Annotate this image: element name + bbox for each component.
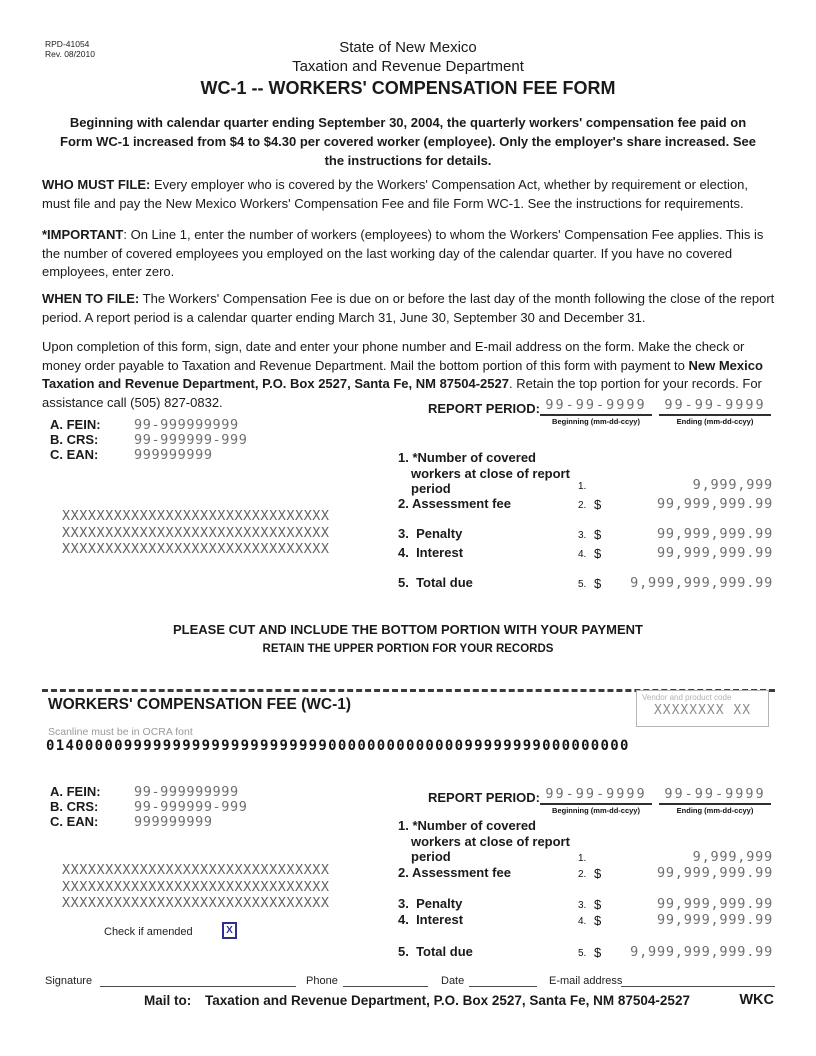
line2-label: 2. Assessment fee — [398, 496, 511, 511]
line1-label: 1. *Number of covered workers at close of report period — [398, 818, 574, 864]
signature-line[interactable] — [100, 974, 296, 987]
line4-value-field[interactable]: 99,999,999.99 — [656, 545, 773, 561]
fein-field[interactable]: 99-999999999 — [134, 784, 239, 800]
line2-value-field[interactable]: 99,999,999.99 — [656, 496, 773, 512]
report-period-ending-block — [659, 786, 771, 815]
line2-number: 2. — [578, 500, 587, 511]
taxpayer-address-block — [62, 862, 329, 912]
beginning-format-label: Beginning (mm-dd-ccyy) — [552, 806, 640, 815]
department-name: Taxation and Revenue Department — [292, 58, 524, 75]
line4-label: 4. Interest — [398, 545, 464, 560]
line4-dollar-sign: $ — [594, 913, 602, 928]
line5-number: 5. — [578, 948, 587, 959]
line1-number: 1. — [578, 481, 587, 492]
ean-row — [50, 446, 247, 461]
ean-label: C. EAN: — [50, 814, 99, 829]
vendor-code-label: Vendor and product code — [642, 693, 732, 702]
line4-label: 4. Interest — [398, 912, 464, 927]
ocr-scanline: 014000009999999999999999999990000000000000099999999000000000 — [46, 738, 630, 754]
when-to-file-text: The Workers' Compensation Fee is due on or before the last day of the month following the close of the report period. A report period is a calendar quarter ending March 31, June 30, September 30 and December 31. — [42, 291, 775, 325]
line3-value-field[interactable]: 99,999,999.99 — [656, 526, 773, 542]
ean-field[interactable]: 999999999 — [134, 447, 213, 463]
line5-label: 5. Total due — [398, 575, 473, 590]
important-text: : On Line 1, enter the number of workers (employees) to whom the Workers' Compensation Fee applies. This is the number of covered employees you employed on the last working day of the calendar quarter. If you have no covered employees, enter zero. — [42, 227, 764, 279]
fein-label: A. FEIN: — [50, 784, 101, 799]
address-line: XXXXXXXXXXXXXXXXXXXXXXXXXXXXXXX — [62, 895, 330, 911]
crs-label: B. CRS: — [50, 799, 99, 814]
beginning-format-label: Beginning (mm-dd-ccyy) — [552, 417, 640, 426]
scanline-note: Scanline must be in OCRA font — [48, 726, 193, 738]
report-period-beginning-input[interactable]: 99-99-9999 — [540, 786, 652, 805]
when-to-file-paragraph — [42, 290, 776, 327]
taxpayer-id-block — [50, 783, 247, 828]
crs-field[interactable]: 99-999999-999 — [134, 432, 248, 448]
crs-label: B. CRS: — [50, 432, 99, 447]
taxpayer-id-block — [50, 416, 247, 461]
cut-notice-line1: PLEASE CUT AND INCLUDE THE BOTTOM PORTION WITH YOUR PAYMENT — [173, 622, 643, 637]
mail-to-label: Mail to: — [144, 993, 192, 1008]
signature-label: Signature — [45, 975, 93, 987]
mail-to-address: Taxation and Revenue Department, P.O. Box 2527, Santa Fe, NM 87504-2527 — [205, 993, 690, 1008]
agency-name: State of New Mexico — [339, 39, 477, 56]
line3-label: 3. Penalty — [398, 526, 463, 541]
form-revision: Rev. 08/2010 — [45, 49, 95, 59]
mailing-address-bold: New Mexico Taxation and Revenue Department, P.O. Box 2527, Santa Fe, NM 87504-2527 — [42, 357, 763, 391]
line5-value-field[interactable]: 9,999,999,999.99 — [630, 944, 773, 960]
vendor-product-code-box — [636, 690, 769, 727]
cut-notice-line2: RETAIN THE UPPER PORTION FOR YOUR RECORDS — [262, 643, 554, 655]
line5-dollar-sign: $ — [594, 945, 602, 960]
important-paragraph — [42, 226, 776, 282]
who-must-file-text: Every employer who is covered by the Workers' Compensation Act, whether by requirement or election, must file and pay the New Mexico Workers' Compensation Fee and file Form WC-1. See the instructions for requirements. — [42, 177, 748, 211]
line4-value-field[interactable]: 99,999,999.99 — [656, 912, 773, 928]
address-line: XXXXXXXXXXXXXXXXXXXXXXXXXXXXXXX — [62, 878, 330, 895]
ending-format-label: Ending (mm-dd-ccyy) — [676, 806, 754, 815]
report-period-beginning-block — [540, 786, 652, 815]
ean-label: C. EAN: — [50, 447, 99, 462]
ean-row — [50, 813, 247, 828]
crs-row — [50, 798, 247, 813]
report-period-ending-block — [659, 397, 771, 426]
line3-number: 3. — [578, 900, 587, 911]
fein-row — [50, 416, 247, 431]
ending-format-label: Ending (mm-dd-ccyy) — [676, 417, 754, 426]
vendor-code-value: XXXXXXXX XX — [653, 703, 752, 718]
address-line: XXXXXXXXXXXXXXXXXXXXXXXXXXXXXXX — [62, 862, 330, 878]
who-must-file-paragraph — [42, 176, 776, 213]
fein-field[interactable]: 99-999999999 — [134, 417, 239, 433]
line1-label: 1. *Number of covered workers at close of report period — [398, 450, 574, 496]
important-label: *IMPORTANT — [42, 227, 124, 242]
report-period-label: REPORT PERIOD: — [428, 790, 540, 805]
line2-label: 2. Assessment fee — [398, 865, 511, 880]
amended-label: Check if amended — [104, 926, 193, 938]
date-label: Date — [441, 975, 465, 987]
ean-field[interactable]: 999999999 — [134, 814, 213, 830]
phone-label: Phone — [306, 975, 338, 987]
line1-value-field[interactable]: 9,999,999 — [692, 477, 773, 493]
address-line: XXXXXXXXXXXXXXXXXXXXXXXXXXXXXXX — [62, 508, 330, 524]
fein-row — [50, 783, 247, 798]
line5-value-field[interactable]: 9,999,999,999.99 — [630, 575, 773, 591]
line3-dollar-sign: $ — [594, 897, 602, 912]
address-line: XXXXXXXXXXXXXXXXXXXXXXXXXXXXXXX — [62, 524, 330, 541]
form-title: WC-1 -- WORKERS' COMPENSATION FEE FORM — [200, 78, 616, 98]
line2-dollar-sign: $ — [594, 497, 602, 512]
line2-dollar-sign: $ — [594, 866, 602, 881]
who-must-file-label: WHO MUST FILE: — [42, 177, 151, 192]
line4-dollar-sign: $ — [594, 546, 602, 561]
report-period-beginning-block — [540, 397, 652, 426]
report-period-beginning-input[interactable]: 99-99-9999 — [540, 397, 652, 416]
line5-number: 5. — [578, 579, 587, 590]
amended-checkbox[interactable]: X — [222, 922, 237, 939]
report-period-label: REPORT PERIOD: — [428, 401, 540, 416]
line4-number: 4. — [578, 916, 587, 927]
date-line[interactable] — [469, 974, 537, 987]
line2-number: 2. — [578, 869, 587, 880]
completion-text-1: Upon completion of this form, sign, date and enter your phone number and E-mail address on the form. Make the check or money order payable to Taxation and Revenue Department. Mail the bottom portion of this form with payment to — [42, 339, 745, 373]
stub-heading: WORKERS' COMPENSATION FEE (WC-1) — [48, 696, 352, 713]
email-line[interactable] — [621, 974, 775, 987]
email-label: E-mail address — [549, 975, 623, 987]
address-line: XXXXXXXXXXXXXXXXXXXXXXXXXXXXXXX — [62, 541, 330, 557]
phone-line[interactable] — [343, 974, 428, 987]
line3-number: 3. — [578, 530, 587, 541]
line1-value-field[interactable]: 9,999,999 — [692, 849, 773, 865]
crs-field[interactable]: 99-999999-999 — [134, 799, 248, 815]
line2-value-field[interactable]: 99,999,999.99 — [656, 865, 773, 881]
crs-row — [50, 431, 247, 446]
line3-value-field[interactable]: 99,999,999.99 — [656, 896, 773, 912]
report-period-ending-input[interactable]: 99-99-9999 — [659, 397, 771, 416]
stub-code: WKC — [739, 992, 774, 1008]
line3-label: 3. Penalty — [398, 896, 463, 911]
line3-dollar-sign: $ — [594, 527, 602, 542]
report-period-ending-input[interactable]: 99-99-9999 — [659, 786, 771, 805]
when-to-file-label: WHEN TO FILE: — [42, 291, 140, 306]
form-number: RPD-41054 — [45, 39, 90, 49]
line4-number: 4. — [578, 549, 587, 560]
line5-dollar-sign: $ — [594, 576, 602, 591]
completion-text-2: . Retain the top portion for your records. For assistance call (505) 827-0832. — [42, 376, 762, 410]
line1-number: 1. — [578, 853, 587, 864]
line5-label: 5. Total due — [398, 944, 473, 959]
fein-label: A. FEIN: — [50, 417, 101, 432]
taxpayer-address-block — [62, 508, 329, 558]
mail-to-line — [144, 993, 690, 1008]
fee-increase-notice: Beginning with calendar quarter ending September 30, 2004, the quarterly workers' compensation fee paid on Form WC-1 increased from $4 to $4.30 per covered worker (employee). Only the employer's share increased. See the instructions for details. — [60, 115, 756, 168]
